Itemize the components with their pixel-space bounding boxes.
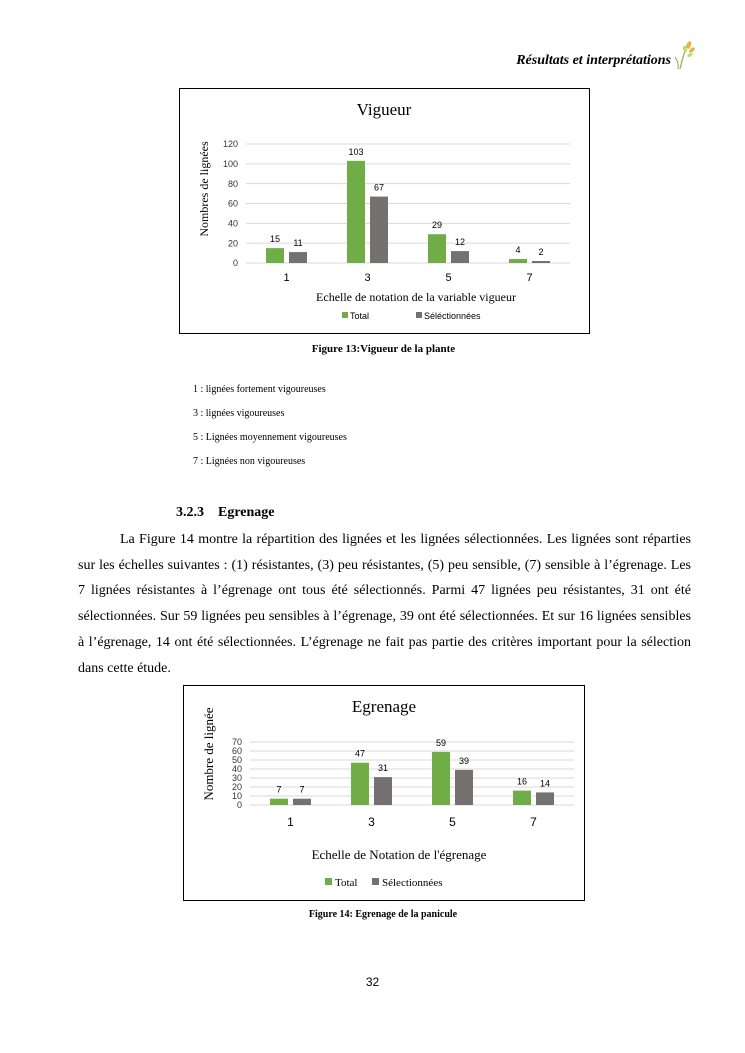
legend-label-total: Total bbox=[350, 311, 370, 321]
page-number: 32 bbox=[365, 975, 380, 989]
y-tick-label: 50 bbox=[231, 755, 242, 766]
y-tick-label: 10 bbox=[231, 791, 242, 802]
bar-selected bbox=[532, 261, 550, 263]
figure14-caption: Figure 14: Egrenage de la panicule bbox=[308, 909, 458, 920]
vigueur-chart bbox=[179, 88, 590, 334]
data-label: 39 bbox=[458, 755, 470, 766]
scale-legend-item: 1 : lignées fortement vigoureuses bbox=[193, 384, 326, 395]
y-axis-label: Nombres de lignées bbox=[197, 141, 211, 237]
data-label: 103 bbox=[348, 146, 364, 157]
y-tick-label: 60 bbox=[227, 198, 238, 209]
data-label: 14 bbox=[539, 778, 551, 789]
legend-label-selected: Sélectionnées bbox=[382, 877, 443, 889]
bar-total bbox=[347, 161, 365, 263]
x-tick-label: 1 bbox=[287, 815, 294, 829]
body-paragraph: La Figure 14 montre la répartition des lignées et les lignées sélectionnées. Les lignées sont réparties sur les échelles suivantes : (1) résistantes, (3) peu résistantes, (5) peu sensible, (7) sensible à l’égrenage. Les 7 lignées résistantes à l’égrenage ont tous été sélectionnés. Parmi 47 lignées peu résistantes, 31 ont été sélectionnées. Sur 59 lignées peu sensibles à l’égrenage, 39 ont été sélectionnées. Et sur 16 lignées sensibles à l’égrenage, 14 ont été sélectionnées. L’égrenage ne fait pas partie des critères important pour la sélection dans cette étude. bbox=[78, 532, 691, 676]
bar-selected bbox=[374, 777, 392, 805]
y-tick-label: 100 bbox=[222, 158, 238, 169]
x-tick-label: 3 bbox=[368, 815, 375, 829]
y-tick-label: 70 bbox=[231, 737, 242, 748]
egrenage-chart bbox=[183, 685, 585, 901]
section-heading bbox=[176, 505, 275, 521]
bar-selected bbox=[451, 251, 469, 263]
x-tick-label: 5 bbox=[449, 815, 456, 829]
data-label: 59 bbox=[435, 737, 447, 748]
figure13-caption: Figure 13:Vigueur de la plante bbox=[311, 343, 456, 355]
data-label: 31 bbox=[377, 763, 389, 774]
bar-total bbox=[270, 799, 288, 805]
data-label: 7 bbox=[276, 784, 282, 795]
bar-total bbox=[266, 248, 284, 263]
bar-selected bbox=[289, 252, 307, 263]
legend-swatch-total bbox=[342, 312, 348, 318]
y-tick-label: 80 bbox=[227, 178, 238, 189]
scale-legend-item: 7 : Lignées non vigoureuses bbox=[193, 456, 306, 467]
running-header-title: Résultats et interprétations bbox=[516, 53, 671, 68]
data-label: 47 bbox=[354, 748, 366, 759]
bar-total bbox=[432, 752, 450, 805]
scale-legend-item: 3 : lignées vigoureuses bbox=[193, 408, 285, 419]
vigueur-chart-svg bbox=[180, 89, 589, 333]
y-tick-label: 40 bbox=[231, 764, 242, 775]
x-tick-label: 5 bbox=[445, 272, 452, 284]
bar-total bbox=[351, 763, 369, 805]
y-tick-label: 0 bbox=[236, 800, 242, 811]
legend-swatch-selected bbox=[416, 312, 422, 318]
section-number: 3.2.3 bbox=[176, 505, 204, 520]
y-tick-label: 30 bbox=[231, 773, 242, 784]
data-label: 16 bbox=[516, 776, 528, 787]
x-tick-label: 1 bbox=[283, 272, 290, 284]
bar-selected bbox=[370, 197, 388, 263]
y-tick-label: 40 bbox=[227, 218, 238, 229]
bar-total bbox=[428, 234, 446, 263]
y-tick-label: 120 bbox=[222, 139, 238, 150]
data-label: 67 bbox=[373, 182, 385, 193]
y-axis-label: Nombre de lignée bbox=[201, 707, 216, 801]
bar-total bbox=[513, 791, 531, 805]
chart-title: Vigueur bbox=[356, 100, 412, 119]
legend-label-total: Total bbox=[335, 877, 358, 889]
y-tick-label: 20 bbox=[227, 238, 238, 249]
legend-swatch-selected bbox=[372, 878, 379, 885]
y-tick-label: 20 bbox=[231, 782, 242, 793]
data-label: 29 bbox=[431, 220, 443, 231]
x-axis-label: Echelle de Notation de l'égrenage bbox=[311, 847, 487, 862]
data-label: 12 bbox=[454, 237, 466, 248]
data-label: 4 bbox=[515, 245, 521, 256]
chart-legend bbox=[342, 311, 481, 321]
bar-total bbox=[509, 259, 527, 263]
data-label: 11 bbox=[293, 238, 303, 249]
x-tick-label: 3 bbox=[364, 272, 371, 284]
data-label: 7 bbox=[299, 784, 305, 795]
y-tick-label: 0 bbox=[232, 258, 238, 269]
bar-selected bbox=[536, 792, 554, 805]
legend-label-selected: Séléctionnées bbox=[424, 311, 481, 321]
scale-legend-item: 5 : Lignées moyennement vigoureuses bbox=[193, 432, 347, 443]
egrenage-chart-svg bbox=[184, 686, 584, 900]
bar-selected bbox=[455, 770, 473, 805]
data-label: 15 bbox=[269, 234, 281, 245]
data-label: 2 bbox=[538, 247, 544, 258]
bar-selected bbox=[293, 799, 311, 805]
x-axis-label: Echelle de notation de la variable vigueur bbox=[316, 290, 516, 304]
chart-title: Egrenage bbox=[351, 697, 417, 716]
section-title: Egrenage bbox=[218, 505, 275, 520]
legend-swatch-total bbox=[325, 878, 332, 885]
x-tick-label: 7 bbox=[530, 815, 537, 829]
chart-legend bbox=[325, 877, 442, 889]
wheat-logo-icon bbox=[674, 40, 696, 70]
y-tick-label: 60 bbox=[231, 746, 242, 757]
x-tick-label: 7 bbox=[526, 272, 533, 284]
